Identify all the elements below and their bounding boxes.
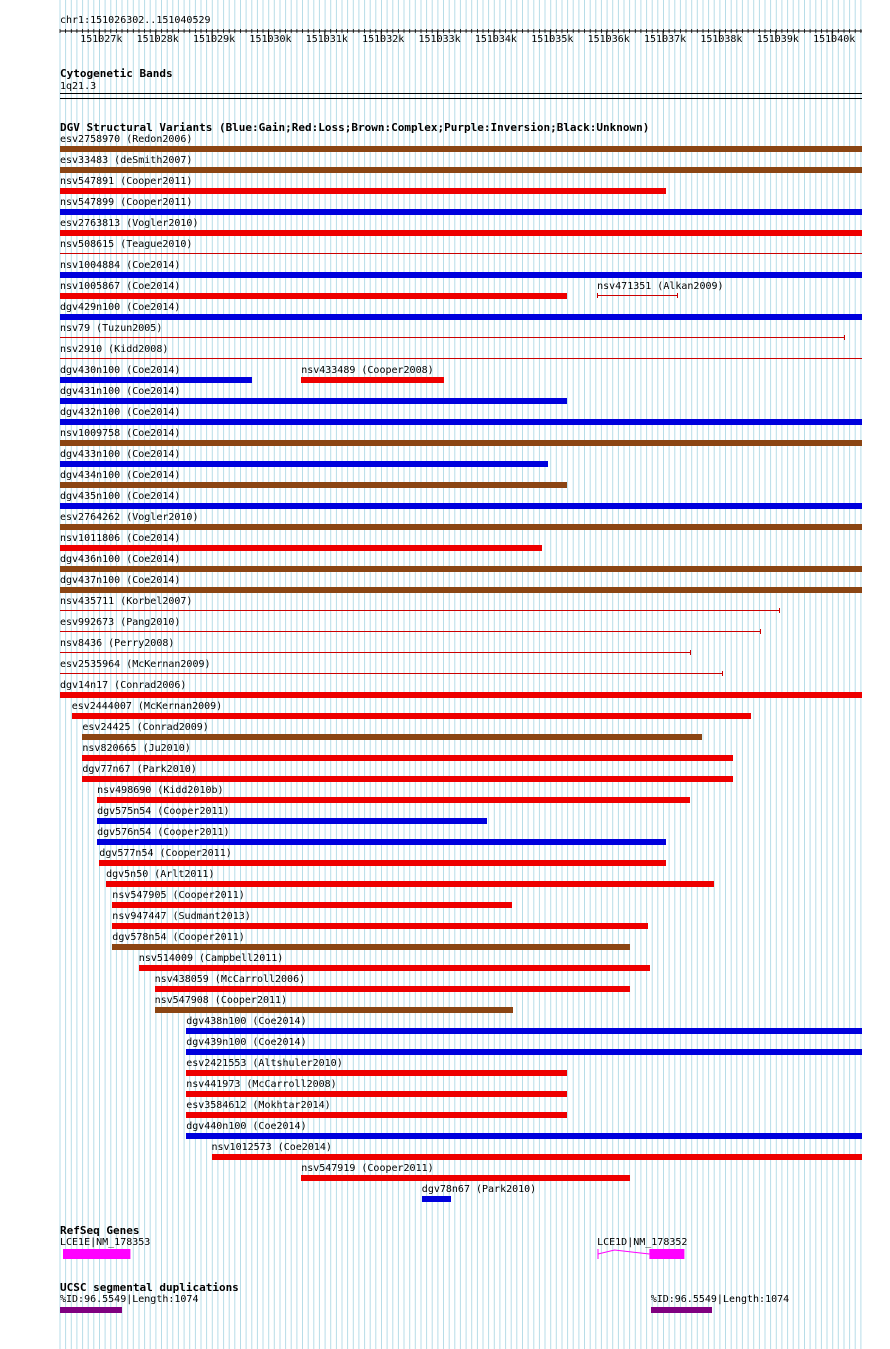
segdup-bar[interactable] bbox=[651, 1307, 712, 1313]
variant-line[interactable] bbox=[60, 610, 779, 611]
cytoband-line-top bbox=[60, 93, 862, 94]
variant-label[interactable]: esv2763813 (Vogler2010) bbox=[60, 218, 199, 229]
variant-bar[interactable] bbox=[106, 881, 714, 887]
variant-bar[interactable] bbox=[60, 419, 862, 425]
variant-label[interactable]: dgv435n100 (Coe2014) bbox=[60, 491, 181, 502]
variant-label[interactable]: esv3584612 (Mokhtar2014) bbox=[186, 1100, 331, 1111]
variant-bar[interactable] bbox=[155, 1007, 513, 1013]
variant-bar[interactable] bbox=[186, 1112, 567, 1118]
variant-label[interactable]: dgv438n100 (Coe2014) bbox=[186, 1016, 307, 1027]
variant-label[interactable]: nsv547891 (Cooper2011) bbox=[60, 176, 193, 187]
refseq-track-title: RefSeq Genes bbox=[60, 1224, 140, 1237]
ruler-tick-label: 151028k bbox=[136, 34, 179, 45]
ruler-tick-label: 151036k bbox=[587, 34, 630, 45]
variant-bar[interactable] bbox=[60, 482, 567, 488]
variant-label[interactable]: dgv437n100 (Coe2014) bbox=[60, 575, 181, 586]
variant-label[interactable]: nsv1009758 (Coe2014) bbox=[60, 428, 181, 439]
variant-bar[interactable] bbox=[60, 293, 567, 299]
variant-label[interactable]: nsv514009 (Campbell2011) bbox=[138, 953, 284, 964]
variant-bar[interactable] bbox=[301, 1175, 630, 1181]
ruler-tick-label: 151039k bbox=[756, 34, 799, 45]
ruler-tick-label: 151035k bbox=[531, 34, 574, 45]
variant-endcap bbox=[844, 335, 845, 340]
variant-bar[interactable] bbox=[60, 566, 862, 572]
ruler-tick-label: 151029k bbox=[193, 34, 236, 45]
variant-label[interactable]: nsv471351 (Alkan2009) bbox=[597, 281, 724, 292]
cytoband-line-bottom bbox=[60, 98, 862, 99]
variant-label[interactable]: nsv547919 (Cooper2011) bbox=[301, 1163, 434, 1174]
gene-exon bbox=[63, 1249, 130, 1259]
variant-bar[interactable] bbox=[99, 860, 666, 866]
variant-label[interactable]: nsv435711 (Korbel2007) bbox=[60, 596, 193, 607]
variant-bar[interactable] bbox=[72, 713, 752, 719]
variant-bar[interactable] bbox=[82, 755, 733, 761]
variant-label[interactable]: dgv434n100 (Coe2014) bbox=[60, 470, 181, 481]
variant-label[interactable]: nsv1004884 (Coe2014) bbox=[60, 260, 181, 271]
variant-bar[interactable] bbox=[60, 398, 567, 404]
variant-bar[interactable] bbox=[186, 1028, 862, 1034]
variant-line[interactable] bbox=[60, 337, 844, 338]
variant-bar[interactable] bbox=[60, 314, 862, 320]
variant-bar[interactable] bbox=[212, 1154, 863, 1160]
gene-label[interactable]: LCE1E|NM_178353 bbox=[60, 1237, 151, 1248]
ruler-tick-label: 151031k bbox=[305, 34, 348, 45]
variant-bar[interactable] bbox=[60, 545, 542, 551]
ruler-tick-label: 151034k bbox=[474, 34, 517, 45]
dgv-track-title: DGV Structural Variants (Blue:Gain;Red:Loss;Brown:Complex;Purple:Inversion;Black:Unknown) bbox=[60, 121, 650, 134]
variant-label[interactable]: nsv433489 (Cooper2008) bbox=[301, 365, 434, 376]
variant-label[interactable]: dgv578n54 (Cooper2011) bbox=[112, 932, 245, 943]
variant-bar[interactable] bbox=[186, 1091, 567, 1097]
gene-label[interactable]: LCE1D|NM_178352 bbox=[597, 1237, 688, 1248]
variant-label[interactable]: nsv547905 (Cooper2011) bbox=[112, 890, 245, 901]
variant-bar[interactable] bbox=[422, 1196, 451, 1202]
segdup-bar[interactable] bbox=[60, 1307, 122, 1313]
gene-exon bbox=[649, 1249, 684, 1259]
variant-label[interactable]: nsv441973 (McCarroll2008) bbox=[186, 1079, 337, 1090]
variant-bar[interactable] bbox=[112, 944, 630, 950]
variant-label[interactable]: esv2444007 (McKernan2009) bbox=[71, 701, 223, 712]
variant-label[interactable]: dgv577n54 (Cooper2011) bbox=[99, 848, 232, 859]
variant-bar[interactable] bbox=[97, 818, 487, 824]
variant-bar[interactable] bbox=[60, 209, 862, 215]
segdup-track-title: UCSC segmental duplications bbox=[60, 1281, 239, 1294]
variant-bar[interactable] bbox=[301, 377, 444, 383]
variant-label[interactable]: nsv547899 (Cooper2011) bbox=[60, 197, 193, 208]
gene-intron bbox=[598, 1250, 649, 1254]
variant-endcap bbox=[677, 293, 678, 298]
ruler-tick-label: 151027k bbox=[80, 34, 123, 45]
variant-line[interactable] bbox=[60, 631, 760, 632]
variant-bar[interactable] bbox=[60, 272, 862, 278]
variant-bar[interactable] bbox=[186, 1133, 862, 1139]
variant-label[interactable]: nsv2910 (Kidd2008) bbox=[60, 344, 169, 355]
variant-label[interactable]: dgv78n67 (Park2010) bbox=[421, 1184, 537, 1195]
variant-line[interactable] bbox=[60, 673, 722, 674]
variant-label[interactable]: nsv820665 (Ju2010) bbox=[82, 743, 191, 754]
variant-label[interactable]: dgv440n100 (Coe2014) bbox=[186, 1121, 307, 1132]
variant-endcap bbox=[690, 650, 691, 655]
variant-bar[interactable] bbox=[60, 587, 862, 593]
variant-label[interactable]: dgv576n54 (Cooper2011) bbox=[97, 827, 230, 838]
variant-bar[interactable] bbox=[82, 734, 702, 740]
variant-bar[interactable] bbox=[112, 923, 648, 929]
region-label: chr1:151026302..151040529 bbox=[60, 15, 211, 26]
variant-bar[interactable] bbox=[186, 1049, 862, 1055]
variant-label[interactable]: dgv432n100 (Coe2014) bbox=[60, 407, 181, 418]
variant-label[interactable]: dgv436n100 (Coe2014) bbox=[60, 554, 181, 565]
variant-line[interactable] bbox=[60, 652, 690, 653]
segdup-label[interactable]: %ID:96.5549|Length:1074 bbox=[650, 1294, 790, 1305]
variant-label[interactable]: esv2758970 (Redon2006) bbox=[60, 134, 193, 145]
variant-label[interactable]: esv2764262 (Vogler2010) bbox=[60, 512, 199, 523]
variant-bar[interactable] bbox=[60, 146, 862, 152]
cytoband-track-title: Cytogenetic Bands bbox=[60, 67, 173, 80]
variant-label[interactable]: dgv430n100 (Coe2014) bbox=[60, 365, 181, 376]
variant-label[interactable]: dgv433n100 (Coe2014) bbox=[60, 449, 181, 460]
variant-bar[interactable] bbox=[60, 188, 666, 194]
variant-bar[interactable] bbox=[139, 965, 650, 971]
segdup-label[interactable]: %ID:96.5549|Length:1074 bbox=[60, 1294, 199, 1305]
variant-label[interactable]: dgv429n100 (Coe2014) bbox=[60, 302, 181, 313]
variant-label[interactable]: dgv14n17 (Conrad2006) bbox=[60, 680, 187, 691]
variant-label[interactable]: esv992673 (Pang2010) bbox=[60, 617, 181, 628]
variant-bar[interactable] bbox=[60, 230, 862, 236]
variant-line[interactable] bbox=[60, 253, 862, 254]
variant-label[interactable]: nsv438059 (McCarroll2006) bbox=[154, 974, 306, 985]
variant-label[interactable]: nsv508615 (Teague2010) bbox=[60, 239, 193, 250]
variant-bar[interactable] bbox=[60, 167, 862, 173]
gene-model[interactable] bbox=[60, 1248, 132, 1260]
variant-endcap bbox=[779, 608, 780, 613]
variant-line[interactable] bbox=[60, 358, 862, 359]
variant-label[interactable]: nsv1011806 (Coe2014) bbox=[60, 533, 181, 544]
cytoband-label: 1q21.3 bbox=[60, 81, 97, 92]
variant-bar[interactable] bbox=[97, 839, 666, 845]
variant-label[interactable]: nsv547908 (Cooper2011) bbox=[154, 995, 288, 1006]
ruler-tick-label: 151038k bbox=[700, 34, 743, 45]
variant-bar[interactable] bbox=[82, 776, 733, 782]
variant-label[interactable]: nsv498690 (Kidd2010b) bbox=[97, 785, 224, 796]
ruler-tick-label: 151040k bbox=[813, 34, 856, 45]
variant-label[interactable]: nsv1005867 (Coe2014) bbox=[60, 281, 181, 292]
variant-label[interactable]: esv33483 (deSmith2007) bbox=[60, 155, 193, 166]
variant-bar[interactable] bbox=[155, 986, 631, 992]
variant-label[interactable]: nsv79 (Tuzun2005) bbox=[60, 323, 163, 334]
variant-label[interactable]: nsv8436 (Perry2008) bbox=[60, 638, 175, 649]
ruler-tick-label: 151033k bbox=[418, 34, 461, 45]
variant-endcap bbox=[722, 671, 723, 676]
variant-label[interactable]: dgv431n100 (Coe2014) bbox=[60, 386, 181, 397]
variant-bar[interactable] bbox=[60, 377, 252, 383]
variant-label[interactable]: esv2421553 (Altshuler2010) bbox=[186, 1058, 343, 1069]
variant-label[interactable]: nsv1012573 (Coe2014) bbox=[211, 1142, 332, 1153]
variant-label[interactable]: dgv77n67 (Park2010) bbox=[82, 764, 197, 775]
variant-label[interactable]: nsv947447 (Sudmant2013) bbox=[112, 911, 251, 922]
variant-bar[interactable] bbox=[186, 1070, 567, 1076]
variant-label[interactable]: dgv575n54 (Cooper2011) bbox=[97, 806, 230, 817]
variant-label[interactable]: dgv439n100 (Coe2014) bbox=[186, 1037, 307, 1048]
gene-model[interactable] bbox=[597, 1248, 686, 1260]
variant-bar[interactable] bbox=[97, 797, 690, 803]
variant-bar[interactable] bbox=[60, 524, 862, 530]
variant-label[interactable]: esv24425 (Conrad2009) bbox=[82, 722, 209, 733]
variant-bar[interactable] bbox=[60, 692, 862, 698]
variant-bar[interactable] bbox=[60, 503, 862, 509]
ruler-tick-label: 151032k bbox=[362, 34, 405, 45]
ruler-tick-label: 151030k bbox=[249, 34, 292, 45]
variant-endcap bbox=[597, 293, 598, 298]
variant-label[interactable]: dgv5n50 (Arlt2011) bbox=[106, 869, 215, 880]
variant-label[interactable]: esv2535964 (McKernan2009) bbox=[60, 659, 211, 670]
variant-line[interactable] bbox=[597, 295, 677, 296]
variant-endcap bbox=[760, 629, 761, 634]
variant-bar[interactable] bbox=[60, 461, 548, 467]
variant-bar[interactable] bbox=[60, 440, 862, 446]
ruler-tick-label: 151037k bbox=[644, 34, 687, 45]
variant-bar[interactable] bbox=[112, 902, 512, 908]
